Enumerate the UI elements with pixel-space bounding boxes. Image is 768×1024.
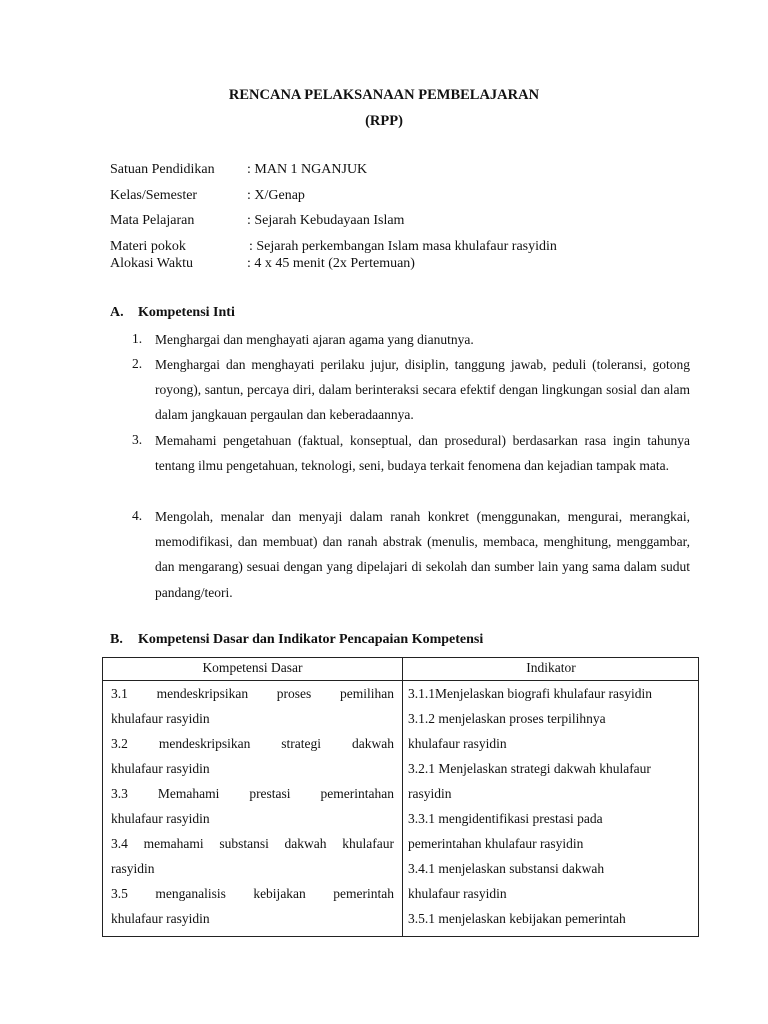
table-cell-line: 3.4.1 menjelaskan substansi dakwah xyxy=(408,861,605,876)
identity-label: Alokasi Waktu xyxy=(110,256,193,271)
table-cell-line: 3.5.1 menjelaskan kebijakan pemerintah xyxy=(408,911,626,926)
table-column-kd xyxy=(111,681,394,931)
identity-label: Kelas/Semester xyxy=(110,188,198,203)
identity-label: Mata Pelajaran xyxy=(110,213,195,228)
table-cell-line: 3.2.1 Menjelaskan strategi dakwah khulafaur xyxy=(408,761,651,776)
table-cell-line: 3.3 Memahami prestasi pemerintahan xyxy=(111,786,394,801)
section-letter: A. xyxy=(110,305,124,320)
table-header-indicator: Indikator xyxy=(526,660,576,675)
list-text: Menghargai dan menghayati ajaran agama yang dianutnya. xyxy=(155,332,474,347)
list-number: 1. xyxy=(132,331,143,346)
table-cell-line: khulafaur rasyidin xyxy=(111,711,210,726)
section-title: Kompetensi Dasar dan Indikator Pencapaian Kompetensi xyxy=(138,632,484,647)
table-cell-line: khulafaur rasyidin xyxy=(408,886,507,901)
identity-label: Materi pokok xyxy=(110,239,186,254)
section-letter: B. xyxy=(110,632,123,647)
section-a-heading xyxy=(110,305,235,321)
list-number: 2. xyxy=(132,356,143,371)
document-title: RENCANA PELAKSANAAN PEMBELAJARAN xyxy=(228,87,540,103)
table-cell-line: 3.1.1Menjelaskan biografi khulafaur rasyidin xyxy=(408,686,653,701)
table-cell-line: rasyidin xyxy=(408,786,452,801)
identity-value: : Sejarah Kebudayaan Islam xyxy=(247,213,405,228)
table-cell-line: khulafaur rasyidin xyxy=(111,911,210,926)
identity-value: : X/Genap xyxy=(247,188,305,203)
list-text: Menghargai dan menghayati perilaku jujur, disiplin, tanggung jawab, peduli (toleransi, gotong royong), santun, percaya diri, dalam berinteraksi secara efektif dengan lingkungan sosial dan alam dalam jangkauan pergaulan dan keberadaannya. xyxy=(155,357,690,423)
identity-value: : 4 x 45 menit (2x Pertemuan) xyxy=(247,256,415,271)
table-header-kd: Kompetensi Dasar xyxy=(202,660,303,675)
table-cell-line: 3.3.1 mengidentifikasi prestasi pada xyxy=(408,811,603,826)
table-cell-line: pemerintahan khulafaur rasyidin xyxy=(408,836,584,851)
list-number: 4. xyxy=(132,508,143,523)
table-cell-line: 3.2 mendeskripsikan strategi dakwah xyxy=(111,736,394,751)
table-cell-line: khulafaur rasyidin xyxy=(408,736,507,751)
table-divider xyxy=(402,658,403,936)
section-title: Kompetensi Inti xyxy=(138,305,235,320)
document-subtitle: (RPP) xyxy=(365,113,403,129)
identity-value: : Sejarah perkembangan Islam masa khulafaur rasyidin xyxy=(249,239,557,254)
table-cell-line: 3.5 menganalisis kebijakan pemerintah xyxy=(111,886,394,901)
table-cell-line: khulafaur rasyidin xyxy=(111,811,210,826)
table-column-indicator xyxy=(408,681,696,931)
table-cell-line: 3.1 mendeskripsikan proses pemilihan xyxy=(111,686,394,701)
list-number: 3. xyxy=(132,432,143,447)
list-text: Memahami pengetahuan (faktual, konseptual, dan prosedural) berdasarkan rasa ingin tahunya tentang ilmu pengetahuan, teknologi, seni, budaya terkait fenomena dan kejadian tampak mata. xyxy=(155,433,690,474)
identity-value: : MAN 1 NGANJUK xyxy=(247,162,368,177)
table-cell-line: rasyidin xyxy=(111,861,155,876)
table-cell-line: khulafaur rasyidin xyxy=(111,761,210,776)
identity-label: Satuan Pendidikan xyxy=(110,162,215,177)
table-cell-line: 3.1.2 menjelaskan proses terpilihnya xyxy=(408,711,606,726)
table-cell-line: 3.4 memahami substansi dakwah khulafaur xyxy=(111,836,394,851)
competency-table xyxy=(102,657,699,937)
list-text: Mengolah, menalar dan menyaji dalam ranah konkret (menggunakan, mengurai, merangkai, memodifikasi, dan membuat) dan ranah abstrak (menulis, membaca, menghitung, menggambar, dan mengarang) sesuai dengan yang dipelajari di sekolah dan sumber lain yang sama dalam sudut pandang/teori. xyxy=(155,509,690,600)
section-b-heading xyxy=(110,632,483,648)
